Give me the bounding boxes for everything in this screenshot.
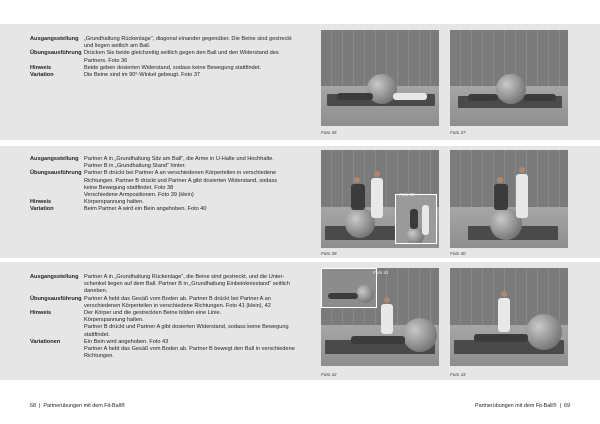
row-text: Körperspannung halten. xyxy=(84,317,144,324)
photo-42 xyxy=(321,268,439,366)
row-text: daneben. xyxy=(84,288,108,295)
photo-caption: Foto 43 xyxy=(450,372,466,377)
section-2-row-uebungsausfuehrung xyxy=(30,170,306,199)
row-text: Verschiedene Armpositionen. Foto 39 (klein) xyxy=(84,192,194,199)
photo-caption: Foto 38 xyxy=(321,251,337,256)
row-text: Partner A hebt das Gesäß vom Boden ab. Partner B drückt bei Partner A an xyxy=(84,295,271,302)
inset-caption: Foto 39 xyxy=(399,192,415,197)
partner-a xyxy=(337,93,373,100)
section-1-row-uebungsausfuehrung xyxy=(30,50,306,64)
fit-ball xyxy=(403,318,437,352)
row-label: Variationen xyxy=(30,338,61,345)
photo-caption: Foto 37 xyxy=(450,130,466,135)
partner-b xyxy=(516,174,528,218)
footer-left xyxy=(30,403,125,409)
row-text: Beim Partner A wird ein Bein angehoben. Foto 40 xyxy=(84,206,207,213)
footer-right xyxy=(475,403,570,409)
page-number-left: 68 xyxy=(30,403,36,409)
row-text: Der Körper und die gestreckten Beine bilden eine Linie. xyxy=(84,310,222,317)
section-1-row-hinweis xyxy=(30,65,306,72)
row-text: Partners. Foto 36 xyxy=(84,57,128,64)
row-text: Partner A hebt das Gesäß vom Boden ab. Partner B bewegt den Ball in verschiedene xyxy=(84,346,295,353)
partner-a xyxy=(468,94,498,101)
section-3-row-uebungsausfuehrung xyxy=(30,296,306,310)
photo-43 xyxy=(450,268,568,366)
row-text: Partner B in „Grundhaltung Stand“ hinter. xyxy=(84,163,186,170)
section-2-row-ausgangsstellung xyxy=(30,156,306,170)
section-3-row-hinweis xyxy=(30,310,306,339)
section-3-row-ausgangsstellung xyxy=(30,274,306,296)
partner-a xyxy=(474,334,528,342)
section-3-text xyxy=(30,274,306,360)
partner-b xyxy=(381,304,393,334)
row-label: Ausgangsstellung xyxy=(30,36,79,42)
row-label: Übungsausführung xyxy=(30,50,82,57)
section-1-row-variation xyxy=(30,72,306,79)
row-label: Ausgangsstellung xyxy=(30,156,79,162)
running-title-left: Partnerübungen mit dem Fit-Ball® xyxy=(43,403,125,409)
section-1-text xyxy=(30,36,306,79)
partner-a xyxy=(351,184,365,210)
section-1-row-ausgangsstellung xyxy=(30,36,306,50)
row-text: Partner A in „Grundhaltung Sitz am Ball“, die Arme in U-Halte und Hochhalte. xyxy=(84,156,274,162)
inset-caption: Foto 41 xyxy=(373,270,389,275)
partner-b xyxy=(524,94,556,101)
photo-caption: Foto 40 xyxy=(450,251,466,256)
photo-36 xyxy=(321,30,439,126)
row-label: Variation xyxy=(30,72,54,79)
photo-38 xyxy=(321,150,439,248)
footer-separator: | xyxy=(39,403,41,409)
row-text: schenkel liegen auf dem Ball. Partner B in „Grundhaltung Einbeinkniestand“ seitlich xyxy=(84,281,290,288)
row-label: Hinweis xyxy=(30,64,52,71)
section-3-row-variationen xyxy=(30,339,306,361)
partner-b xyxy=(498,298,510,332)
page-number-right: 69 xyxy=(564,403,570,409)
row-label: Variation xyxy=(30,206,54,213)
row-label: Ausgangsstellung xyxy=(30,274,79,280)
row-text: und liegen seitlich am Ball. xyxy=(84,43,151,50)
fit-ball xyxy=(496,74,526,104)
row-text: Richtungen. xyxy=(84,353,114,360)
partner-a xyxy=(494,184,508,210)
photo-40 xyxy=(450,150,568,248)
section-2-row-variation xyxy=(30,206,306,213)
row-text: Richtungen. Partner B drückt und Partner A gibt dosierten Widerstand, sodass xyxy=(84,177,278,184)
inset-photo-39 xyxy=(395,194,437,244)
row-text: Beide geben dosierten Widerstand, sodass keine Bewegung stattfindet. xyxy=(84,64,261,71)
row-text: Körperspannung halten. xyxy=(84,199,144,206)
row-text: „Grundhaltung Rückenlage“, diagonal einander gegenüber. Die Beine sind gestreckt xyxy=(84,36,292,42)
inset-photo-41 xyxy=(321,268,377,308)
section-2-text xyxy=(30,156,306,214)
photo-37 xyxy=(450,30,568,126)
row-text: keine Bewegung stattfindet. Foto 38 xyxy=(84,184,174,191)
row-text: Drücken Sie beide gleichzeitig seitlich gegen den Ball und den Widerstand des xyxy=(84,50,279,57)
row-text: Partner B drückt bei Partner A an verschiedenen Körperteilen in verschiedene xyxy=(84,170,277,177)
row-text: stattfindet. xyxy=(84,331,110,338)
fit-ball xyxy=(526,314,562,350)
photo-caption: Foto 36 xyxy=(321,130,337,135)
partner-b xyxy=(393,93,427,100)
row-text: Partner B drückt und Partner A gibt dosierten Widerstand, sodass keine Bewegung xyxy=(84,324,289,331)
running-title-right: Partnerübungen mit dem Fit-Ball® xyxy=(475,403,557,409)
photo-caption: Foto 42 xyxy=(321,372,337,377)
partner-a xyxy=(351,336,405,344)
footer-separator: | xyxy=(559,403,561,409)
row-text: Die Beine sind im 90°-Winkel gebeugt. Foto 37 xyxy=(84,72,201,79)
row-label: Übungsausführung xyxy=(30,170,82,177)
row-text: Ein Bein wird angehoben. Foto 43 xyxy=(84,338,169,345)
row-text: Partner A in „Grundhaltung Rückenlage“, die Beine sind gestreckt, und die Unter- xyxy=(84,274,285,280)
partner-b xyxy=(371,178,383,218)
row-label: Übungsausführung xyxy=(30,295,82,302)
row-label: Hinweis xyxy=(30,199,52,206)
row-text: verschiedenen Körperteilen in verschiedene Richtungen. Foto 41 (klein), 42 xyxy=(84,302,271,309)
row-label: Hinweis xyxy=(30,310,52,317)
section-2-row-hinweis xyxy=(30,199,306,206)
